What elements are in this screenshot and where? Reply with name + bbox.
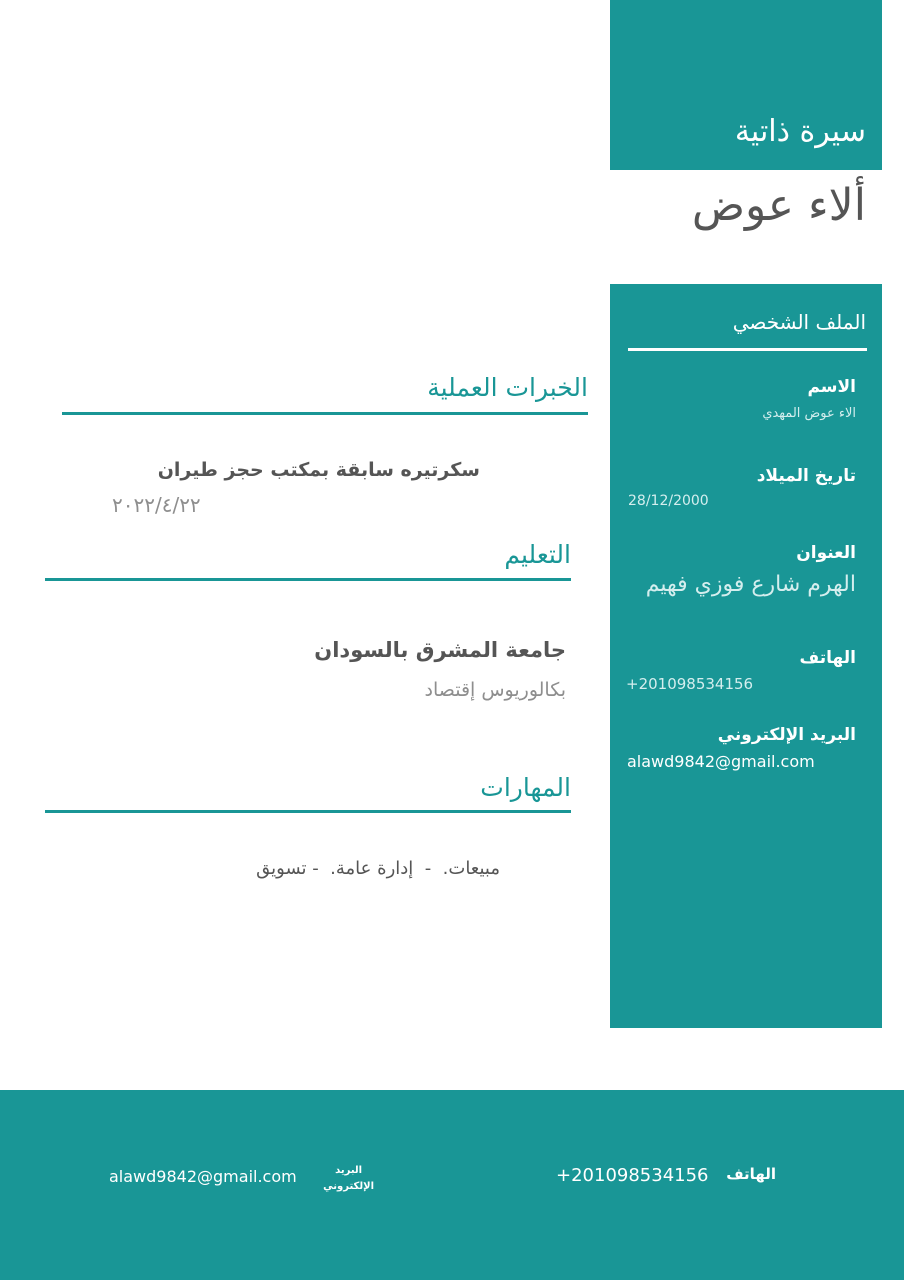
dob-value: 28/12/2000 — [628, 493, 709, 509]
footer-email-label — [323, 1163, 374, 1195]
profile-divider — [628, 348, 867, 351]
degree: بكالوريوس إقتصاد — [424, 679, 566, 701]
skills-heading: المهارات — [480, 773, 571, 802]
footer-email-label-line1: البريد — [335, 1165, 363, 1176]
job-title: سكرتيره سابقة بمكتب حجز طيران — [157, 459, 480, 481]
footer-email-label-line2: الإلكتروني — [323, 1181, 374, 1192]
name-value: الاء عوض المهدي — [762, 406, 856, 421]
profile-heading: الملف الشخصي — [732, 310, 866, 334]
address-value: الهرم شارع فوزي فهيم — [645, 572, 856, 597]
skills-list: مبيعات. - إدارة عامة. - تسويق — [256, 858, 500, 879]
skills-divider — [45, 810, 571, 813]
education-divider — [45, 578, 571, 581]
footer-phone-label: الهاتف — [726, 1165, 776, 1183]
dob-label: تاريخ الميلاد — [756, 466, 856, 486]
phone-label: الهاتف — [799, 648, 856, 668]
education-heading: التعليم — [504, 540, 571, 569]
job-date: ٢٠٢٢/٤/٢٢ — [112, 493, 201, 517]
person-name: ألاء عوض — [691, 180, 866, 231]
email-value: alawd9842@gmail.com — [627, 752, 815, 771]
university-name: جامعة المشرق بالسودان — [314, 638, 566, 662]
experience-heading: الخبرات العملية — [427, 373, 588, 402]
cv-title: سيرة ذاتية — [734, 114, 866, 149]
experience-divider — [62, 412, 588, 415]
footer-email-value: alawd9842@gmail.com — [109, 1167, 297, 1186]
footer-phone-value: +201098534156 — [556, 1165, 709, 1186]
name-label: الاسم — [807, 377, 856, 397]
address-label: العنوان — [796, 543, 856, 563]
email-label: البريد الإلكتروني — [717, 725, 856, 745]
phone-value: +201098534156 — [626, 675, 754, 693]
